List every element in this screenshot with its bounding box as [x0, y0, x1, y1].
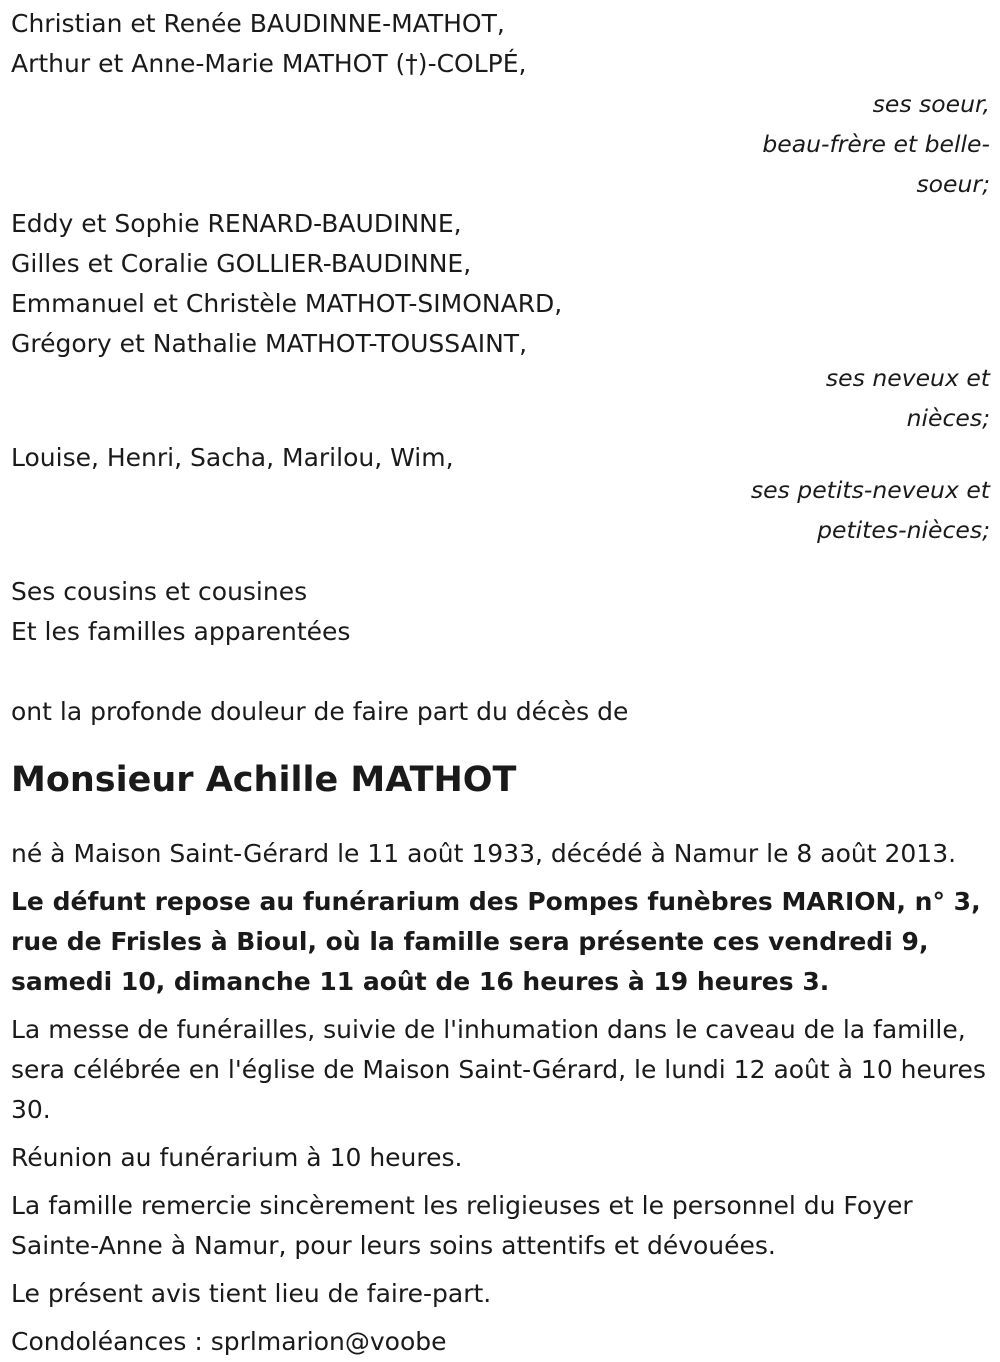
- nephew-line: Eddy et Sophie RENARD-BAUDINNE,: [11, 209, 462, 238]
- grandnephews-role: petites-nièces;: [817, 516, 990, 544]
- notice: Le présent avis tient lieu de faire-part.: [11, 1279, 492, 1308]
- siblings-role: ses soeur,: [872, 90, 990, 118]
- siblings-role: beau-frère et belle-: [762, 130, 990, 158]
- others-line: Ses cousins et cousines: [11, 577, 308, 606]
- nephews-role: nièces;: [906, 404, 990, 432]
- nephew-line: Gilles et Coralie GOLLIER-BAUDINNE,: [11, 249, 472, 278]
- birth-death: né à Maison Saint-Gérard le 11 août 1933, décédé à Namur le 8 août 2013.: [11, 839, 957, 868]
- announcement: ont la profonde douleur de faire part du décès de: [11, 697, 629, 726]
- nephews-role: ses neveux et: [825, 364, 990, 392]
- nephew-line: Emmanuel et Christèle MATHOT-SIMONARD,: [11, 289, 563, 318]
- condolences: Condoléances : sprlmarion@voobe: [11, 1327, 447, 1356]
- viewing-info: Le défunt repose au funérarium des Pompes funèbres MARION, n° 3, rue de Frisles à Bioul, où la famille sera présente ces vendredi 9, samedi 10, dimanche 11 août de 16 heures à 19 heures 3.: [11, 887, 981, 996]
- sibling-line: Arthur et Anne-Marie MATHOT (†)-COLPÉ,: [11, 49, 527, 78]
- funeral-info: La messe de funérailles, suivie de l'inhumation dans le caveau de la famille, sera célébrée en l'église de Maison Saint-Gérard, le lundi 12 août à 10 heures 30.: [11, 1015, 986, 1124]
- meeting-info: Réunion au funérarium à 10 heures.: [11, 1143, 463, 1172]
- nephew-line: Grégory et Nathalie MATHOT-TOUSSAINT,: [11, 329, 528, 358]
- sibling-line: Christian et Renée BAUDINNE-MATHOT,: [11, 9, 505, 38]
- others-line: Et les familles apparentées: [11, 617, 351, 646]
- thanks: La famille remercie sincèrement les religieuses et le personnel du Foyer Sainte-Anne à Namur, pour leurs soins attentifs et dévouées.: [11, 1191, 913, 1260]
- siblings-role: soeur;: [916, 170, 990, 198]
- grandnephews-line: Louise, Henri, Sacha, Marilou, Wim,: [11, 443, 454, 472]
- grandnephews-role: ses petits-neveux et: [750, 476, 990, 504]
- deceased-name: Monsieur Achille MATHOT: [11, 760, 517, 800]
